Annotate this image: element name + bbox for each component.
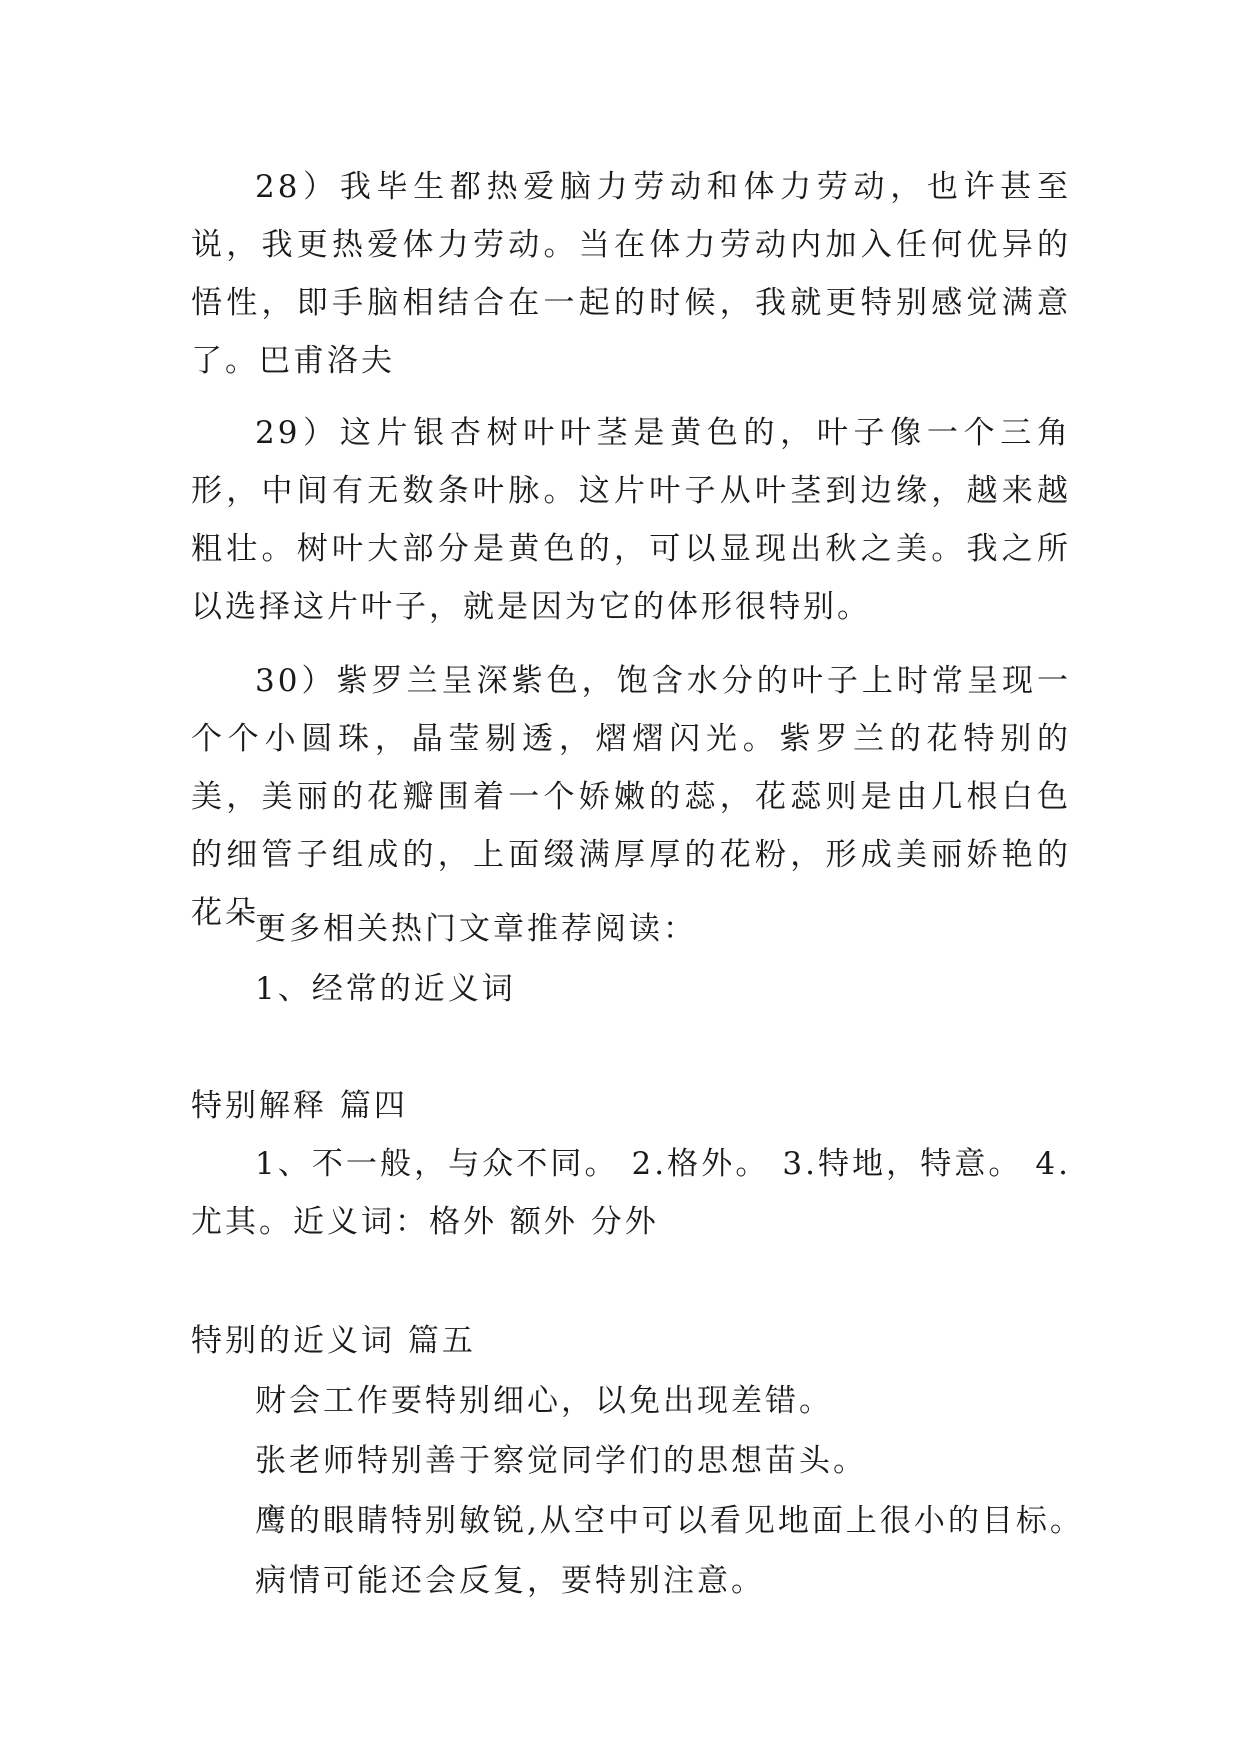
- section-5-heading: 特别的近义词 篇五: [191, 1323, 476, 1359]
- related-heading: 更多相关热门文章推荐阅读：: [255, 911, 697, 947]
- paragraph-28: 28）我毕生都热爱脑力劳动和体力劳动，也许甚至说，我更热爱体力劳动。当在体力劳动内加入任何优异的悟性，即手脑相结合在一起的时候，我就更特别感觉满意了。巴甫洛夫: [191, 169, 1071, 379]
- section-5-sentence-1: 财会工作要特别细心，以免出现差错。: [255, 1383, 833, 1419]
- section-5-sentence-3: 鹰的眼睛特别敏锐,从空中可以看见地面上很小的目标。: [255, 1503, 1084, 1539]
- section-4-body: 1、不一般，与众不同。 2.格外。 3.特地，特意。 4.尤其。近义词：格外 额外 分外: [191, 1146, 1071, 1240]
- section-5-sentence-4: 病情可能还会反复，要特别注意。: [255, 1563, 765, 1599]
- paragraph-29: 29）这片银杏树叶叶茎是黄色的，叶子像一个三角形，中间有无数条叶脉。这片叶子从叶茎到边缘，越来越粗壮。树叶大部分是黄色的，可以显现出秋之美。我之所以选择这片叶子，就是因为它的体形很特别。: [191, 415, 1071, 625]
- section-4-heading: 特别解释 篇四: [191, 1088, 408, 1124]
- section-5-sentence-2: 张老师特别善于察觉同学们的思想苗头。: [255, 1443, 867, 1479]
- paragraph-30: 30）紫罗兰呈深紫色，饱含水分的叶子上时常呈现一个个小圆珠，晶莹剔透，熠熠闪光。紫罗兰的花特别的美，美丽的花瓣围着一个娇嫩的蕊，花蕊则是由几根白色的细管子组成的，上面缀满厚厚的花粉，形成美丽娇艳的花朵。: [191, 663, 1071, 931]
- related-item-1: 1、经常的近义词: [255, 971, 516, 1007]
